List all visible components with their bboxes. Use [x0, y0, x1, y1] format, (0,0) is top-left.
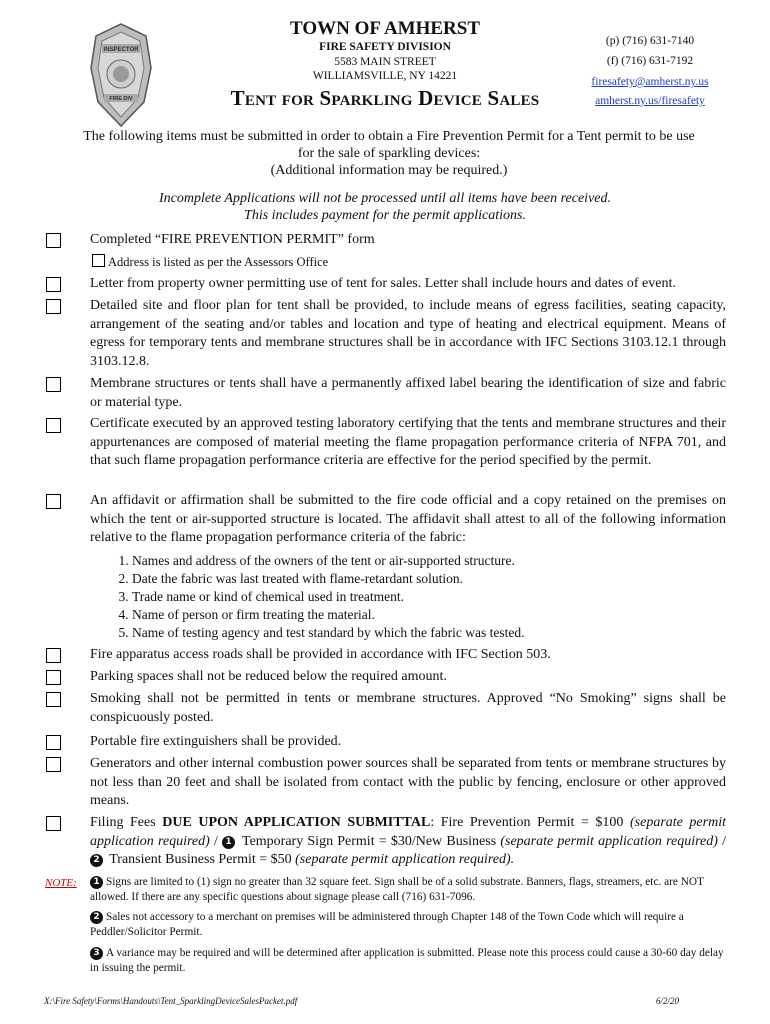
note-2-number-icon: 2 — [90, 911, 103, 924]
checkbox-affidavit[interactable] — [46, 494, 61, 509]
warning-line-1: Incomplete Applications will not be processed until all items have been received. — [158, 191, 612, 206]
item-site-plan: Detailed site and floor plan for tent shall be provided, to include means of egress facilities, seating capacity, arrangement of the seating and/or tables and location and type of heating and electrical equipment. Means of egress for temporary tents and membrane structures shall be in accordance with IFC Sections 3103.12.1 through 3103.12.8. — [90, 298, 726, 369]
badge-top-text: INSPECTOR — [103, 47, 139, 53]
note-1-number-icon: 1 — [90, 876, 103, 889]
fees-text-4: / — [717, 833, 726, 849]
list-item: 4. Name of person or firm treating the material. — [132, 606, 732, 624]
website-link[interactable]: amherst.ny.us/firesafety — [595, 95, 705, 107]
fees-italic-2: (separate permit application required) — [500, 833, 718, 849]
note-3-number-icon: 3 — [90, 947, 103, 960]
item-letter: Letter from property owner permitting use of tent for sales. Letter shall include hours and dates of event. — [90, 276, 676, 291]
list-item: 1. Names and address of the owners of the tent or air-supported structure. — [132, 552, 732, 570]
checkbox-site-plan[interactable] — [46, 299, 61, 314]
checkbox-letter[interactable] — [46, 277, 61, 292]
email-link[interactable]: firesafety@amherst.ny.us — [591, 76, 709, 88]
checkbox-generators[interactable] — [46, 757, 61, 772]
item-permit-form: Completed “FIRE PREVENTION PERMIT” form — [90, 232, 375, 247]
fax-number: (f) (716) 631-7192 — [606, 55, 694, 67]
checkbox-access-roads[interactable] — [46, 648, 61, 663]
checkbox-parking[interactable] — [46, 670, 61, 685]
item-affidavit: An affidavit or affirmation shall be submitted to the fire code official and a copy retained on the premises on which the tent or air-supported structure is located. The affidavit shall attest to all of the following information relative to the flame propagation performance criteria of the fabric: — [90, 493, 726, 545]
footer-file-path: X:\Fire Safety\Forms\Handouts\Tent_SparklingDeviceSalesPacket.pdf — [44, 996, 298, 1006]
town-name: TOWN OF AMHERST — [289, 18, 481, 39]
note-label: NOTE: — [45, 877, 77, 889]
footer-date: 6/2/20 — [656, 996, 680, 1006]
item-fees — [90, 814, 726, 870]
phone-number: (p) (716) 631-7140 — [605, 35, 695, 47]
division-name: FIRE SAFETY DIVISION — [319, 41, 451, 53]
inspector-badge-logo — [88, 22, 154, 130]
note-2-text: Sales not accessory to a merchant on premises will be administered through Chapter 148 of the Town Code which will require a Peddler/Solicitor Permit. — [90, 911, 684, 938]
list-item: 2. Date the fabric was last treated with flame-retardant solution. — [132, 570, 732, 588]
note-3-text: A variance may be required and will be determined after application is submitted. Please note this process could cause a 30-60 day delay in issuing the permit. — [90, 947, 724, 974]
checkbox-permit-form[interactable] — [46, 233, 61, 248]
intro-line-1: The following items must be submitted in order to obtain a Fire Prevention Permit for a Tent permit to be use — [83, 129, 695, 144]
item-address-sub: Address is listed as per the Assessors Office — [108, 255, 329, 269]
intro-paragraph — [44, 128, 734, 179]
fees-text-5: Transient Business Permit = $50 — [106, 852, 296, 867]
note-2 — [90, 910, 726, 940]
item-certificate: Certificate executed by an approved testing laboratory certifying that the tents and membrane structures and their appurtenances are composed of material meeting the flame propagation performance criteria of NFPA 701, and that such flame propagation performance criteria are effective for the period specified by the permit. — [90, 416, 726, 468]
fees-italic-1: (separate permit application required) — [90, 815, 726, 849]
city-address: WILLIAMSVILLE, NY 14221 — [312, 70, 458, 82]
list-item: 3. Trade name or kind of chemical used in treatment. — [132, 588, 732, 606]
note-3 — [90, 946, 726, 976]
warning-line-2: This includes payment for the permit applications. — [244, 208, 526, 223]
fees-lead: Filing Fees — [90, 815, 163, 830]
checkbox-smoking[interactable] — [46, 692, 61, 707]
fees-text-1: : Fire Prevention Permit = $100 — [430, 815, 630, 830]
fees-text-3: Temporary Sign Permit = $30/New Business — [238, 833, 501, 849]
note-1 — [90, 875, 726, 905]
page-title: Tent for Sparkling Device Sales — [230, 86, 540, 110]
intro-line-2: for the sale of sparkling devices: — [297, 146, 481, 161]
intro-line-3: (Additional information may be required.) — [270, 163, 508, 178]
item-generators: Generators and other internal combustion power sources shall be separated from tents or membrane structures by not less than 20 feet and shall be isolated from contact with the public by fencing, enclosure or other approved means. — [90, 756, 726, 808]
checkbox-fees[interactable] — [46, 816, 61, 831]
note-1-text: Signs are limited to (1) sign no greater than 32 square feet. Sign shall be of a solid substrate. Banners, flags, streamers, etc. are NOT allowed. If there are any specific questions about signage please call (716) 631-7096. — [90, 876, 704, 903]
note-2-marker-icon: 2 — [90, 854, 103, 867]
fees-due-bold: DUE UPON APPLICATION SUBMITTAL — [162, 815, 431, 830]
note-1-marker-icon: 1 — [222, 836, 235, 849]
item-smoking: Smoking shall not be permitted in tents or membrane structures. Approved “No Smoking” signs shall be conspicuously posted. — [90, 691, 726, 725]
street-address: 5583 MAIN STREET — [334, 56, 436, 68]
checkbox-certificate[interactable] — [46, 418, 61, 433]
fees-italic-3: (separate permit application required). — [295, 852, 515, 867]
badge-bottom-text: FIRE DIV — [109, 96, 133, 102]
item-access-roads: Fire apparatus access roads shall be provided in accordance with IFC Section 503. — [90, 647, 551, 662]
item-label: Membrane structures or tents shall have a permanently affixed label bearing the identification of size and fabric or material type. — [90, 376, 726, 410]
affidavit-list — [112, 552, 732, 642]
checkbox-extinguishers[interactable] — [46, 735, 61, 750]
item-extinguishers: Portable fire extinguishers shall be provided. — [90, 734, 342, 749]
item-parking: Parking spaces shall not be reduced below the required amount. — [90, 669, 447, 684]
checkbox-label[interactable] — [46, 377, 61, 392]
fees-text-2: / — [209, 833, 223, 849]
warning-paragraph — [90, 190, 680, 224]
checkbox-address[interactable] — [92, 254, 105, 267]
list-item: 5. Name of testing agency and test standard by which the fabric was tested. — [132, 624, 732, 642]
